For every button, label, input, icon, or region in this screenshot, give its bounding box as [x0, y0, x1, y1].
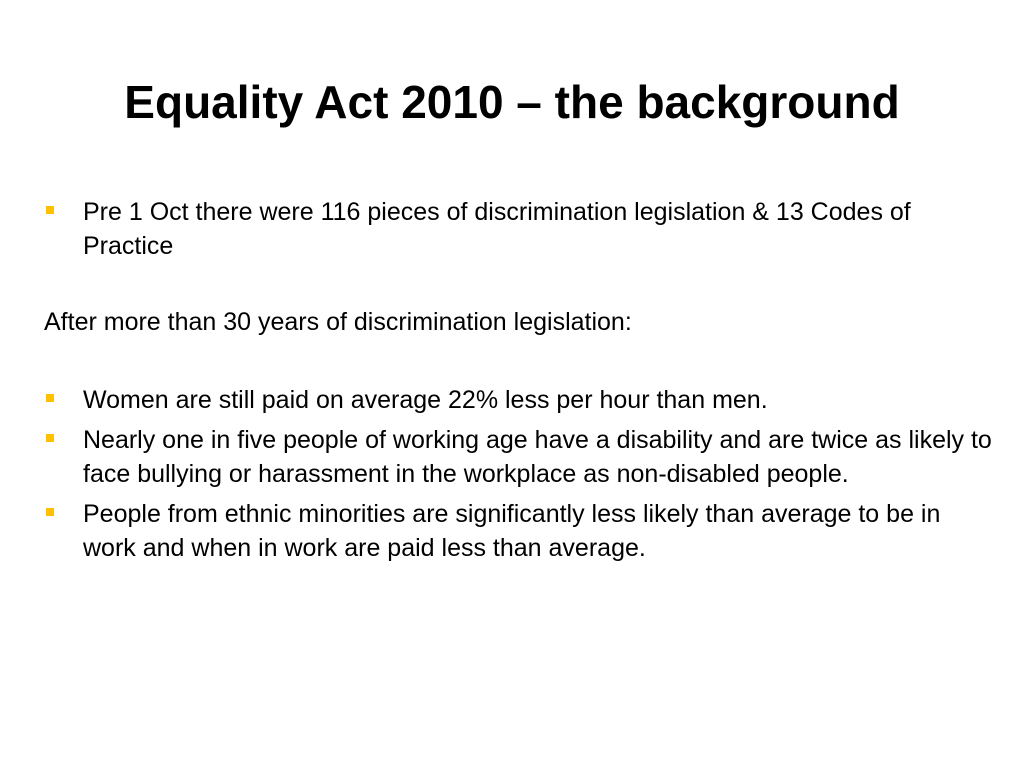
- bullet-text: People from ethnic minorities are significantly less likely than average to be in work and when in work are paid less than average.: [83, 500, 941, 562]
- bullet-text: Nearly one in five people of working age have a disability and are twice as likely to face bullying or harassment in the workplace as non-disabled people.: [83, 426, 992, 488]
- lead-in-text: After more than 30 years of discrimination legislation:: [44, 308, 632, 336]
- square-bullet-icon: [46, 206, 54, 214]
- slide-content: [44, 195, 994, 565]
- square-bullet-icon: [46, 434, 54, 442]
- slide-title: Equality Act 2010 – the background: [124, 76, 900, 128]
- bullet-item-women-pay: [44, 383, 994, 417]
- intro-bullet-text: Pre 1 Oct there were 116 pieces of discrimination legislation & 13 Codes of Practice: [83, 198, 911, 260]
- spacer: [44, 263, 994, 305]
- square-bullet-icon: [46, 508, 54, 516]
- bullet-text: Women are still paid on average 22% less per hour than men.: [83, 386, 768, 414]
- intro-bullet-item: [44, 195, 994, 263]
- bullet-item-ethnic-minorities: [44, 497, 994, 565]
- spacer: [44, 339, 994, 383]
- square-bullet-icon: [46, 394, 54, 402]
- bullet-item-disability: [44, 423, 994, 491]
